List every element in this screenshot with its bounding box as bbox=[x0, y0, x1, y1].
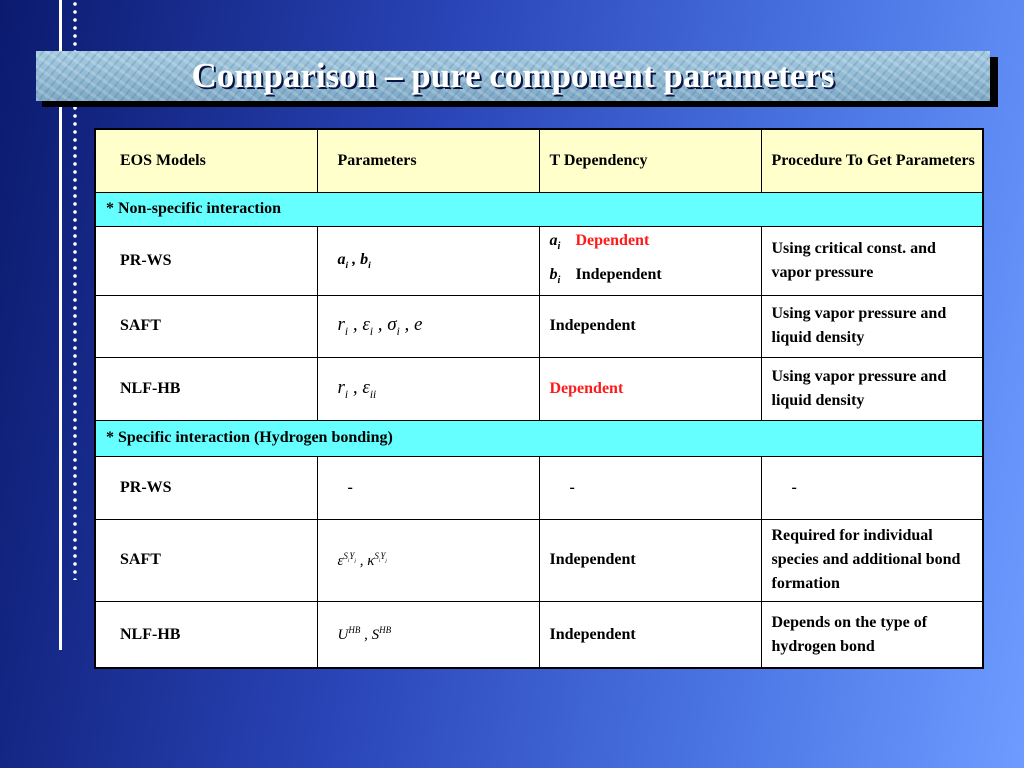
table-row bbox=[95, 519, 983, 601]
section-label: * Non-specific interaction bbox=[95, 192, 983, 226]
procedure-cell: Using vapor pressure and liquid density bbox=[761, 357, 983, 420]
procedure-cell: Depends on the type of hydrogen bond bbox=[761, 601, 983, 668]
t-dependency-value: Dependent bbox=[575, 231, 650, 249]
parameters-cell: - bbox=[317, 456, 539, 519]
variable-symbol: $a_i$ bbox=[549, 231, 561, 252]
model-cell: PR-WS bbox=[95, 456, 317, 519]
parameters-formula: $U^{HB}$ , $S^{HB}$ bbox=[337, 625, 392, 644]
t-dependency-cell: Independent bbox=[539, 601, 761, 668]
parameters-formula: $\varepsilon^{S_iY_j}$ , $\kappa^{S_iY_j}$ bbox=[337, 550, 387, 569]
t-dependency-cell: Independent bbox=[539, 295, 761, 357]
title-banner bbox=[36, 51, 990, 101]
model-cell: SAFT bbox=[95, 295, 317, 357]
parameters-cell bbox=[317, 601, 539, 668]
variable-symbol: $b_i$ bbox=[549, 265, 561, 286]
parameters-cell bbox=[317, 226, 539, 295]
header-parameters: Parameters bbox=[317, 129, 539, 192]
header-procedure: Procedure To Get Parameters bbox=[761, 129, 983, 192]
t-dependency-cell bbox=[539, 226, 761, 295]
comparison-table bbox=[94, 128, 984, 669]
table-row bbox=[95, 601, 983, 668]
procedure-cell: Required for individual species and additional bond formation bbox=[761, 519, 983, 601]
table-row bbox=[95, 357, 983, 420]
t-dependency-line bbox=[550, 261, 761, 295]
model-cell: NLF-HB bbox=[95, 601, 317, 668]
parameters-formula: $a_i$ , $b_i$ bbox=[337, 250, 371, 271]
parameters-cell bbox=[317, 357, 539, 420]
t-dependency-cell: Dependent bbox=[539, 357, 761, 420]
header-eos-models: EOS Models bbox=[95, 129, 317, 192]
model-cell: SAFT bbox=[95, 519, 317, 601]
procedure-cell: Using vapor pressure and liquid density bbox=[761, 295, 983, 357]
parameters-cell bbox=[317, 519, 539, 601]
header-t-dependency: T Dependency bbox=[539, 129, 761, 192]
procedure-cell: - bbox=[761, 456, 983, 519]
table-row bbox=[95, 226, 983, 295]
parameters-cell bbox=[317, 295, 539, 357]
model-cell: PR-WS bbox=[95, 226, 317, 295]
section-row-non-specific bbox=[95, 192, 983, 226]
parameters-formula: $r_i$ , $\varepsilon_i$ , $\sigma_i$ , e bbox=[337, 314, 423, 339]
table-header-row bbox=[95, 129, 983, 192]
section-row-specific bbox=[95, 420, 983, 456]
t-dependency-value: Independent bbox=[575, 265, 662, 283]
t-dependency-line bbox=[550, 227, 761, 261]
model-cell: NLF-HB bbox=[95, 357, 317, 420]
table-row bbox=[95, 456, 983, 519]
section-label: * Specific interaction (Hydrogen bonding) bbox=[95, 420, 983, 456]
parameters-formula: $r_i$ , $\varepsilon_{ii}$ bbox=[337, 376, 377, 401]
page-title: Comparison – pure component parameters bbox=[191, 56, 835, 95]
procedure-cell: Using critical const. and vapor pressure bbox=[761, 226, 983, 295]
table-row bbox=[95, 295, 983, 357]
t-dependency-cell: Independent bbox=[539, 519, 761, 601]
t-dependency-cell: - bbox=[539, 456, 761, 519]
